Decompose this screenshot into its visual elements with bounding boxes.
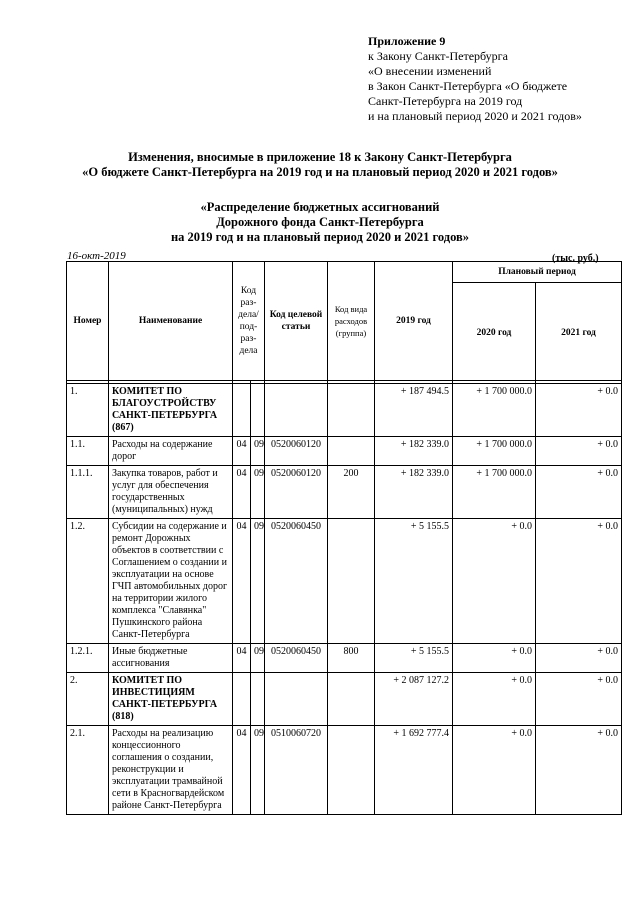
header-expense: Код вида расходов (группа) <box>328 262 375 381</box>
appendix-line: «О внесении изменений <box>368 64 492 78</box>
row-expense-code: 800 <box>328 644 375 673</box>
row-value-2019: + 2 087 127.2 <box>375 673 453 726</box>
appendix-line: к Закону Санкт-Петербурга <box>368 49 508 63</box>
appendix-line: и на плановый период 2020 и 2021 годов» <box>368 109 582 123</box>
row-value-2019: + 182 339.0 <box>375 466 453 519</box>
row-value-2020: + 1 700 000.0 <box>453 466 536 519</box>
row-value-2021: + 0.0 <box>536 466 622 519</box>
title-line: «О бюджете Санкт-Петербурга на 2019 год и на плановый период 2020 и 2021 годов» <box>82 165 558 179</box>
subtitle-line: «Распределение бюджетных ассигнований <box>200 200 440 214</box>
row-value-2021: + 0.0 <box>536 384 622 437</box>
row-article-code: 0520060450 <box>265 644 328 673</box>
row-number: 1.1.1. <box>67 466 109 519</box>
row-value-2019: + 5 155.5 <box>375 644 453 673</box>
appendix-title: Приложение 9 <box>368 34 446 48</box>
row-section-code: 04 <box>233 437 251 466</box>
table-row <box>67 466 622 519</box>
row-article-code <box>265 673 328 726</box>
row-section-code <box>233 384 251 437</box>
row-expense-code: 200 <box>328 466 375 519</box>
document-date: 16-окт-2019 <box>67 250 126 262</box>
row-name: КОМИТЕТ ПО БЛАГОУСТРОЙСТВУ САНКТ-ПЕТЕРБУРГА (867) <box>109 384 233 437</box>
row-value-2021: + 0.0 <box>536 519 622 644</box>
header-2021: 2021 год <box>536 283 622 381</box>
table-row <box>67 384 622 437</box>
row-subsection-code: 09 <box>251 437 265 466</box>
header-number: Номер <box>67 262 109 381</box>
row-value-2019: + 5 155.5 <box>375 519 453 644</box>
appendix-block <box>368 34 633 124</box>
row-expense-code <box>328 519 375 644</box>
document-title <box>20 150 620 180</box>
header-planned: Плановый период <box>453 262 622 283</box>
budget-table <box>66 261 622 815</box>
header-row <box>67 262 622 283</box>
header-2019: 2019 год <box>375 262 453 381</box>
appendix-line: Санкт-Петербурга на 2019 год <box>368 94 523 108</box>
row-expense-code <box>328 384 375 437</box>
row-article-code <box>265 384 328 437</box>
row-number: 1.1. <box>67 437 109 466</box>
row-subsection-code <box>251 673 265 726</box>
row-section-code <box>233 673 251 726</box>
row-expense-code <box>328 726 375 815</box>
row-name: Иные бюджетные ассигнования <box>109 644 233 673</box>
row-value-2021: + 0.0 <box>536 673 622 726</box>
row-article-code: 0520060120 <box>265 437 328 466</box>
row-name: КОМИТЕТ ПО ИНВЕСТИЦИЯМ САНКТ-ПЕТЕРБУРГА (818) <box>109 673 233 726</box>
row-article-code: 0520060120 <box>265 466 328 519</box>
appendix-line: в Закон Санкт-Петербурга «О бюджете <box>368 79 568 93</box>
row-number: 1. <box>67 384 109 437</box>
row-section-code: 04 <box>233 466 251 519</box>
row-section-code: 04 <box>233 644 251 673</box>
row-article-code: 0520060450 <box>265 519 328 644</box>
row-value-2020: + 0.0 <box>453 673 536 726</box>
row-name: Расходы на содержание дорог <box>109 437 233 466</box>
row-name: Расходы на реализацию концессионного соглашения о создании, реконструкции и эксплуатации трамвайной сети в Красногвардейском районе Санкт-Петербурга <box>109 726 233 815</box>
table-row <box>67 519 622 644</box>
row-article-code: 0510060720 <box>265 726 328 815</box>
row-value-2019: + 182 339.0 <box>375 437 453 466</box>
row-section-code: 04 <box>233 519 251 644</box>
row-value-2020: + 1 700 000.0 <box>453 384 536 437</box>
row-subsection-code <box>251 384 265 437</box>
row-value-2021: + 0.0 <box>536 644 622 673</box>
row-number: 1.2.1. <box>67 644 109 673</box>
header-section: Код раз-дела/ под-раз-дела <box>233 262 265 381</box>
row-value-2019: + 187 494.5 <box>375 384 453 437</box>
row-subsection-code: 09 <box>251 726 265 815</box>
row-subsection-code: 09 <box>251 466 265 519</box>
row-value-2020: + 0.0 <box>453 519 536 644</box>
row-expense-code <box>328 673 375 726</box>
row-value-2020: + 0.0 <box>453 726 536 815</box>
row-value-2021: + 0.0 <box>536 437 622 466</box>
row-name: Субсидии на содержание и ремонт Дорожных объектов в соответствии с Соглашением о создании и эксплуатации на основе ГЧП автомобильных дорог на территории жилого комплекса "Славянка" Пушкинского района Санкт-Петербурга <box>109 519 233 644</box>
row-name: Закупка товаров, работ и услуг для обеспечения государственных (муниципальных) нужд <box>109 466 233 519</box>
row-number: 2. <box>67 673 109 726</box>
row-subsection-code: 09 <box>251 519 265 644</box>
row-value-2020: + 0.0 <box>453 644 536 673</box>
row-subsection-code: 09 <box>251 644 265 673</box>
table-row <box>67 437 622 466</box>
header-2020: 2020 год <box>453 283 536 381</box>
subtitle-line: Дорожного фонда Санкт-Петербурга <box>216 215 424 229</box>
header-article: Код целевой статьи <box>265 262 328 381</box>
row-expense-code <box>328 437 375 466</box>
row-value-2021: + 0.0 <box>536 726 622 815</box>
subtitle-line: на 2019 год и на плановый период 2020 и 2021 годов» <box>170 230 470 244</box>
table-row <box>67 726 622 815</box>
row-number: 1.2. <box>67 519 109 644</box>
document-subtitle <box>20 200 620 245</box>
header-name: Наименование <box>109 262 233 381</box>
table-row <box>67 644 622 673</box>
row-section-code: 04 <box>233 726 251 815</box>
row-value-2019: + 1 692 777.4 <box>375 726 453 815</box>
row-number: 2.1. <box>67 726 109 815</box>
table-row <box>67 673 622 726</box>
title-line: Изменения, вносимые в приложение 18 к Закону Санкт-Петербурга <box>128 150 512 164</box>
row-value-2020: + 1 700 000.0 <box>453 437 536 466</box>
units-label: (тыс. руб.) <box>552 253 599 264</box>
